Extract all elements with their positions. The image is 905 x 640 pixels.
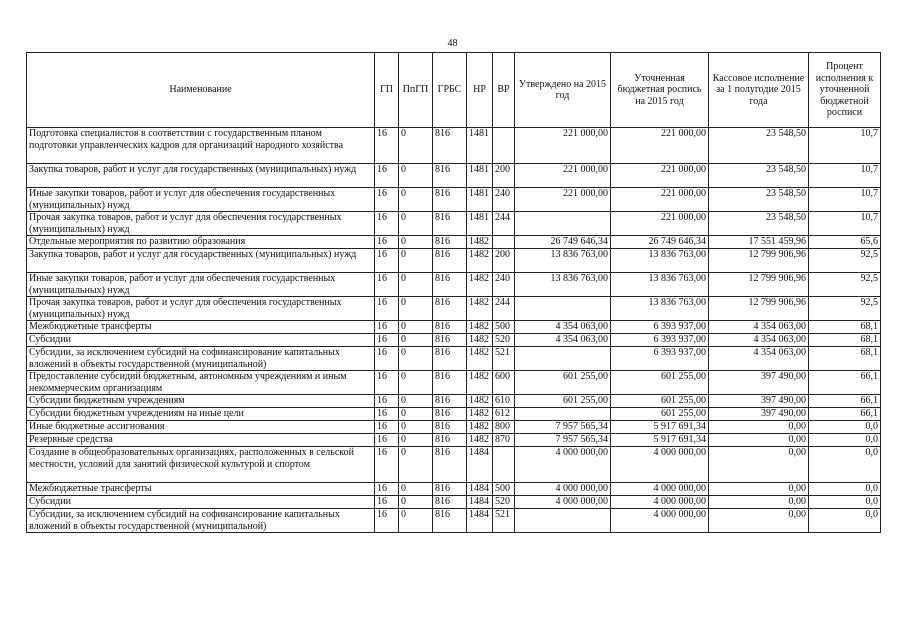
cell-ppgp: 0	[399, 321, 433, 334]
cell-ppgp: 0	[399, 408, 433, 421]
cell-approved: 7 957 565,34	[515, 434, 611, 447]
header-name: Наименование	[27, 53, 375, 128]
cell-name: Иные бюджетные ассигнования	[27, 421, 375, 434]
cell-percent: 10,7	[809, 128, 881, 164]
cell-name: Межбюджетные трансферты	[27, 483, 375, 496]
cell-vr: 200	[493, 249, 515, 273]
cell-name: Субсидии	[27, 496, 375, 509]
cell-vr	[493, 236, 515, 249]
cell-vr: 240	[493, 273, 515, 297]
cell-np: 1484	[467, 483, 493, 496]
cell-percent: 0,0	[809, 483, 881, 496]
cell-cash: 0,00	[709, 421, 809, 434]
cell-ppgp: 0	[399, 273, 433, 297]
cell-vr: 240	[493, 188, 515, 212]
cell-grbs: 816	[433, 273, 467, 297]
cell-vr	[493, 447, 515, 483]
header-percent: Процент исполнения к уточненной бюджетной росписи	[809, 53, 881, 128]
header-np: НР	[467, 53, 493, 128]
cell-np: 1484	[467, 509, 493, 533]
cell-grbs: 816	[433, 408, 467, 421]
cell-gp: 16	[375, 128, 399, 164]
table-row	[27, 212, 881, 236]
cell-name: Подготовка специалистов в соответствии с государственным планом подготовки управленческих кадров для организаций народного хозяйства	[27, 128, 375, 164]
cell-approved: 601 255,00	[515, 395, 611, 408]
cell-ppgp: 0	[399, 371, 433, 395]
cell-grbs: 816	[433, 434, 467, 447]
cell-cash: 23 548,50	[709, 212, 809, 236]
cell-refined: 6 393 937,00	[611, 321, 709, 334]
cell-np: 1482	[467, 371, 493, 395]
cell-gp: 16	[375, 273, 399, 297]
cell-ppgp: 0	[399, 509, 433, 533]
cell-approved: 7 957 565,34	[515, 421, 611, 434]
cell-grbs: 816	[433, 236, 467, 249]
cell-cash: 397 490,00	[709, 395, 809, 408]
cell-vr: 870	[493, 434, 515, 447]
cell-percent: 66,1	[809, 395, 881, 408]
cell-refined: 13 836 763,00	[611, 249, 709, 273]
cell-vr	[493, 128, 515, 164]
cell-refined: 5 917 691,34	[611, 434, 709, 447]
cell-cash: 0,00	[709, 509, 809, 533]
cell-ppgp: 0	[399, 128, 433, 164]
cell-cash: 4 354 063,00	[709, 334, 809, 347]
cell-np: 1481	[467, 188, 493, 212]
cell-refined: 221 000,00	[611, 128, 709, 164]
cell-cash: 0,00	[709, 434, 809, 447]
cell-name: Закупка товаров, работ и услуг для государственных (муниципальных) нужд	[27, 164, 375, 188]
cell-vr: 500	[493, 483, 515, 496]
cell-np: 1482	[467, 273, 493, 297]
table-row	[27, 496, 881, 509]
cell-vr: 610	[493, 395, 515, 408]
cell-name: Межбюджетные трансферты	[27, 321, 375, 334]
cell-grbs: 816	[433, 496, 467, 509]
cell-gp: 16	[375, 483, 399, 496]
cell-grbs: 816	[433, 371, 467, 395]
cell-gp: 16	[375, 496, 399, 509]
cell-name: Прочая закупка товаров, работ и услуг для обеспечения государственных (муниципальных) нужд	[27, 297, 375, 321]
cell-np: 1482	[467, 347, 493, 371]
cell-gp: 16	[375, 408, 399, 421]
cell-np: 1482	[467, 434, 493, 447]
cell-gp: 16	[375, 249, 399, 273]
cell-grbs: 816	[433, 249, 467, 273]
cell-vr: 200	[493, 164, 515, 188]
cell-name: Иные закупки товаров, работ и услуг для обеспечения государственных (муниципальных) нужд	[27, 188, 375, 212]
cell-cash: 17 551 459,96	[709, 236, 809, 249]
cell-approved: 4 000 000,00	[515, 483, 611, 496]
cell-refined: 26 749 646,34	[611, 236, 709, 249]
cell-vr: 520	[493, 496, 515, 509]
cell-refined: 5 917 691,34	[611, 421, 709, 434]
cell-ppgp: 0	[399, 334, 433, 347]
cell-np: 1481	[467, 164, 493, 188]
cell-name: Субсидии бюджетным учреждениям	[27, 395, 375, 408]
table-row	[27, 371, 881, 395]
table-header-row	[27, 53, 881, 128]
cell-ppgp: 0	[399, 212, 433, 236]
cell-percent: 0,0	[809, 447, 881, 483]
cell-ppgp: 0	[399, 236, 433, 249]
cell-refined: 13 836 763,00	[611, 297, 709, 321]
budget-table	[26, 52, 881, 533]
cell-gp: 16	[375, 509, 399, 533]
cell-name: Отдельные мероприятия по развитию образования	[27, 236, 375, 249]
table-row	[27, 321, 881, 334]
cell-cash: 23 548,50	[709, 188, 809, 212]
cell-approved: 13 836 763,00	[515, 249, 611, 273]
table-row	[27, 447, 881, 483]
cell-grbs: 816	[433, 297, 467, 321]
cell-cash: 23 548,50	[709, 128, 809, 164]
cell-grbs: 816	[433, 347, 467, 371]
cell-gp: 16	[375, 434, 399, 447]
cell-gp: 16	[375, 347, 399, 371]
cell-refined: 13 836 763,00	[611, 273, 709, 297]
cell-vr: 600	[493, 371, 515, 395]
cell-np: 1484	[467, 496, 493, 509]
cell-grbs: 816	[433, 128, 467, 164]
cell-approved: 4 000 000,00	[515, 496, 611, 509]
cell-percent: 0,0	[809, 496, 881, 509]
table-row	[27, 334, 881, 347]
cell-cash: 23 548,50	[709, 164, 809, 188]
cell-vr: 800	[493, 421, 515, 434]
table-body	[27, 128, 881, 533]
cell-vr: 520	[493, 334, 515, 347]
cell-percent: 92,5	[809, 273, 881, 297]
cell-gp: 16	[375, 297, 399, 321]
cell-approved: 221 000,00	[515, 128, 611, 164]
cell-cash: 397 490,00	[709, 371, 809, 395]
cell-percent: 10,7	[809, 212, 881, 236]
cell-name: Резервные средства	[27, 434, 375, 447]
cell-approved: 601 255,00	[515, 371, 611, 395]
cell-np: 1482	[467, 321, 493, 334]
cell-refined: 221 000,00	[611, 164, 709, 188]
cell-vr: 500	[493, 321, 515, 334]
cell-approved	[515, 408, 611, 421]
cell-cash: 4 354 063,00	[709, 321, 809, 334]
cell-np: 1482	[467, 297, 493, 321]
table-row	[27, 297, 881, 321]
cell-cash: 4 354 063,00	[709, 347, 809, 371]
cell-approved: 26 749 646,34	[515, 236, 611, 249]
cell-vr: 612	[493, 408, 515, 421]
cell-cash: 12 799 906,96	[709, 249, 809, 273]
table-row	[27, 128, 881, 164]
cell-vr: 244	[493, 212, 515, 236]
cell-approved	[515, 347, 611, 371]
cell-grbs: 816	[433, 334, 467, 347]
cell-percent: 92,5	[809, 249, 881, 273]
cell-cash: 0,00	[709, 447, 809, 483]
cell-percent: 10,7	[809, 188, 881, 212]
cell-percent: 66,1	[809, 408, 881, 421]
cell-refined: 4 000 000,00	[611, 447, 709, 483]
cell-ppgp: 0	[399, 395, 433, 408]
cell-ppgp: 0	[399, 496, 433, 509]
cell-approved	[515, 297, 611, 321]
cell-refined: 4 000 000,00	[611, 483, 709, 496]
table-row	[27, 421, 881, 434]
cell-refined: 6 393 937,00	[611, 347, 709, 371]
cell-grbs: 816	[433, 212, 467, 236]
cell-refined: 4 000 000,00	[611, 509, 709, 533]
cell-ppgp: 0	[399, 347, 433, 371]
cell-gp: 16	[375, 321, 399, 334]
cell-vr: 244	[493, 297, 515, 321]
cell-grbs: 816	[433, 164, 467, 188]
cell-ppgp: 0	[399, 249, 433, 273]
cell-refined: 4 000 000,00	[611, 496, 709, 509]
cell-approved: 4 354 063,00	[515, 321, 611, 334]
header-cash: Кассовое исполнение за 1 полугодие 2015 года	[709, 53, 809, 128]
cell-approved	[515, 509, 611, 533]
cell-name: Субсидии, за исключением субсидий на софинансирование капитальных вложений в объекты государственной (муниципальной)	[27, 509, 375, 533]
header-approved: Утверждено на 2015 год	[515, 53, 611, 128]
cell-gp: 16	[375, 371, 399, 395]
cell-gp: 16	[375, 188, 399, 212]
table-row	[27, 249, 881, 273]
cell-cash: 397 490,00	[709, 408, 809, 421]
cell-gp: 16	[375, 212, 399, 236]
table-row	[27, 164, 881, 188]
cell-ppgp: 0	[399, 447, 433, 483]
cell-np: 1482	[467, 236, 493, 249]
table-row	[27, 236, 881, 249]
cell-gp: 16	[375, 421, 399, 434]
cell-ppgp: 0	[399, 164, 433, 188]
cell-approved: 13 836 763,00	[515, 273, 611, 297]
cell-ppgp: 0	[399, 434, 433, 447]
cell-ppgp: 0	[399, 483, 433, 496]
cell-percent: 68,1	[809, 321, 881, 334]
cell-grbs: 816	[433, 447, 467, 483]
cell-percent: 10,7	[809, 164, 881, 188]
cell-name: Субсидии, за исключением субсидий на софинансирование капитальных вложений в объекты государственной (муниципальной)	[27, 347, 375, 371]
cell-grbs: 816	[433, 188, 467, 212]
cell-refined: 221 000,00	[611, 188, 709, 212]
cell-np: 1482	[467, 334, 493, 347]
cell-np: 1482	[467, 408, 493, 421]
cell-name: Прочая закупка товаров, работ и услуг для обеспечения государственных (муниципальных) нужд	[27, 212, 375, 236]
table-row	[27, 395, 881, 408]
cell-cash: 0,00	[709, 496, 809, 509]
cell-percent: 0,0	[809, 509, 881, 533]
cell-gp: 16	[375, 447, 399, 483]
table-row	[27, 273, 881, 297]
cell-approved: 4 354 063,00	[515, 334, 611, 347]
cell-gp: 16	[375, 164, 399, 188]
cell-vr: 521	[493, 509, 515, 533]
cell-name: Создание в общеобразовательных организациях, расположенных в сельской местности, условий для занятий физической культурой и спортом	[27, 447, 375, 483]
cell-approved: 4 000 000,00	[515, 447, 611, 483]
cell-name: Иные закупки товаров, работ и услуг для обеспечения государственных (муниципальных) нужд	[27, 273, 375, 297]
table-row	[27, 483, 881, 496]
cell-percent: 0,0	[809, 421, 881, 434]
cell-percent: 92,5	[809, 297, 881, 321]
cell-np: 1481	[467, 128, 493, 164]
cell-np: 1484	[467, 447, 493, 483]
cell-gp: 16	[375, 236, 399, 249]
cell-name: Субсидии бюджетным учреждениям на иные цели	[27, 408, 375, 421]
cell-grbs: 816	[433, 395, 467, 408]
cell-cash: 12 799 906,96	[709, 297, 809, 321]
cell-name: Субсидии	[27, 334, 375, 347]
cell-refined: 601 255,00	[611, 408, 709, 421]
cell-refined: 6 393 937,00	[611, 334, 709, 347]
cell-np: 1482	[467, 421, 493, 434]
cell-cash: 12 799 906,96	[709, 273, 809, 297]
table-row	[27, 509, 881, 533]
table-row	[27, 408, 881, 421]
cell-gp: 16	[375, 395, 399, 408]
cell-ppgp: 0	[399, 297, 433, 321]
table-row	[27, 434, 881, 447]
table-row	[27, 347, 881, 371]
page-number: 48	[447, 38, 458, 49]
cell-grbs: 816	[433, 421, 467, 434]
cell-vr: 521	[493, 347, 515, 371]
cell-percent: 68,1	[809, 347, 881, 371]
cell-approved	[515, 212, 611, 236]
cell-name: Закупка товаров, работ и услуг для государственных (муниципальных) нужд	[27, 249, 375, 273]
cell-cash: 0,00	[709, 483, 809, 496]
cell-gp: 16	[375, 334, 399, 347]
header-gp: ГП	[375, 53, 399, 128]
header-grbs: ГРБС	[433, 53, 467, 128]
cell-name: Предоставление субсидий бюджетным, автономным учреждениям и иным некоммерческим организациям	[27, 371, 375, 395]
cell-refined: 601 255,00	[611, 371, 709, 395]
cell-np: 1482	[467, 395, 493, 408]
cell-refined: 601 255,00	[611, 395, 709, 408]
cell-approved: 221 000,00	[515, 188, 611, 212]
header-ppgp: ПпГП	[399, 53, 433, 128]
cell-grbs: 816	[433, 483, 467, 496]
cell-refined: 221 000,00	[611, 212, 709, 236]
cell-ppgp: 0	[399, 421, 433, 434]
header-refined: Уточненная бюджетная роспись на 2015 год	[611, 53, 709, 128]
cell-ppgp: 0	[399, 188, 433, 212]
cell-grbs: 816	[433, 321, 467, 334]
cell-np: 1481	[467, 212, 493, 236]
header-vr: ВР	[493, 53, 515, 128]
table-row	[27, 188, 881, 212]
cell-grbs: 816	[433, 509, 467, 533]
cell-approved: 221 000,00	[515, 164, 611, 188]
cell-percent: 68,1	[809, 334, 881, 347]
cell-percent: 65,6	[809, 236, 881, 249]
cell-np: 1482	[467, 249, 493, 273]
cell-percent: 0,0	[809, 434, 881, 447]
cell-percent: 66,1	[809, 371, 881, 395]
